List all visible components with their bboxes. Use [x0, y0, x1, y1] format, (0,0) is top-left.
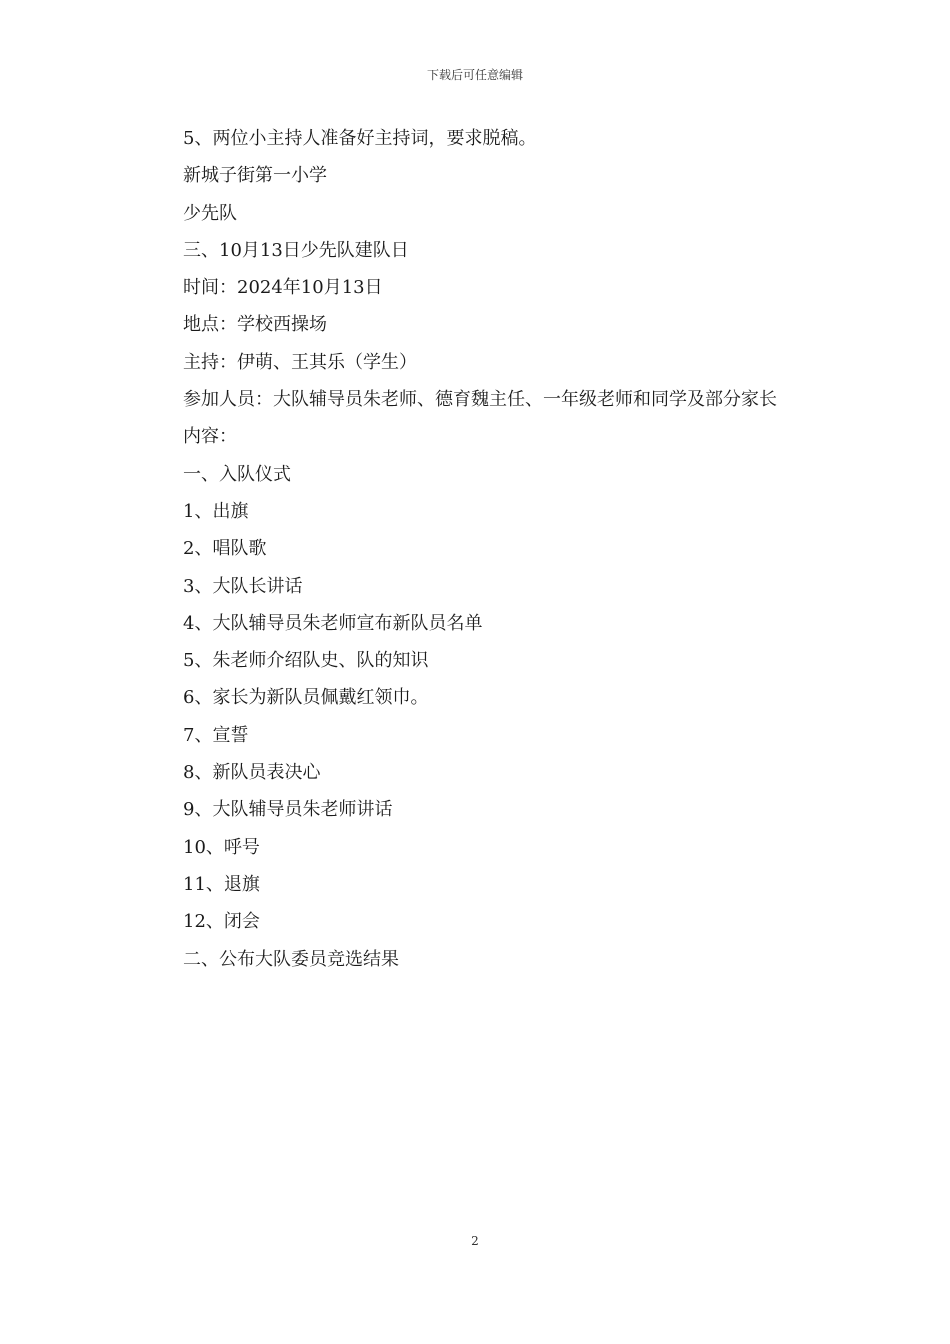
- text-line: 内容：: [183, 426, 237, 448]
- list-item: 8、新队员表决心: [183, 762, 321, 784]
- list-item: 7、宣誓: [183, 724, 249, 746]
- section-heading: 一、入队仪式: [183, 463, 291, 485]
- list-item: 1、出旗: [183, 500, 249, 522]
- list-item: 6、家长为新队员佩戴红领巾。: [183, 687, 429, 709]
- page-header: 下载后可任意编辑: [426, 68, 523, 82]
- document-body: [146, 120, 816, 978]
- section-heading: 二、公布大队委员竞选结果: [183, 948, 399, 970]
- list-item: 2、唱队歌: [183, 538, 267, 560]
- text-line: 新城子街第一小学: [183, 165, 327, 187]
- text-line: 主持：伊萌、王其乐（学生）: [183, 351, 417, 373]
- page-number: 2: [471, 1234, 479, 1248]
- list-item: 10、呼号: [183, 836, 260, 858]
- text-line: 时间：2024年10月13日: [183, 277, 383, 299]
- text-line: 5、两位小主持人准备好主持词，要求脱稿。: [183, 128, 537, 149]
- list-item: 12、闭会: [183, 911, 260, 933]
- participants-paragraph: 参加人员：大队辅导员朱老师、德育魏主任、一年级老师和同学及部分家长: [183, 389, 777, 411]
- section-heading: 三、10月13日少先队建队日: [183, 239, 409, 261]
- list-item: 5、朱老师介绍队史、队的知识: [183, 650, 429, 672]
- list-item: 11、退旗: [183, 873, 260, 895]
- list-item: 4、大队辅导员朱老师宣布新队员名单: [183, 612, 483, 634]
- text-line: 少先队: [183, 202, 237, 224]
- text-line: 地点：学校西操场: [183, 314, 327, 336]
- list-item: 3、大队长讲话: [183, 575, 303, 597]
- list-item: 9、大队辅导员朱老师讲话: [183, 799, 393, 821]
